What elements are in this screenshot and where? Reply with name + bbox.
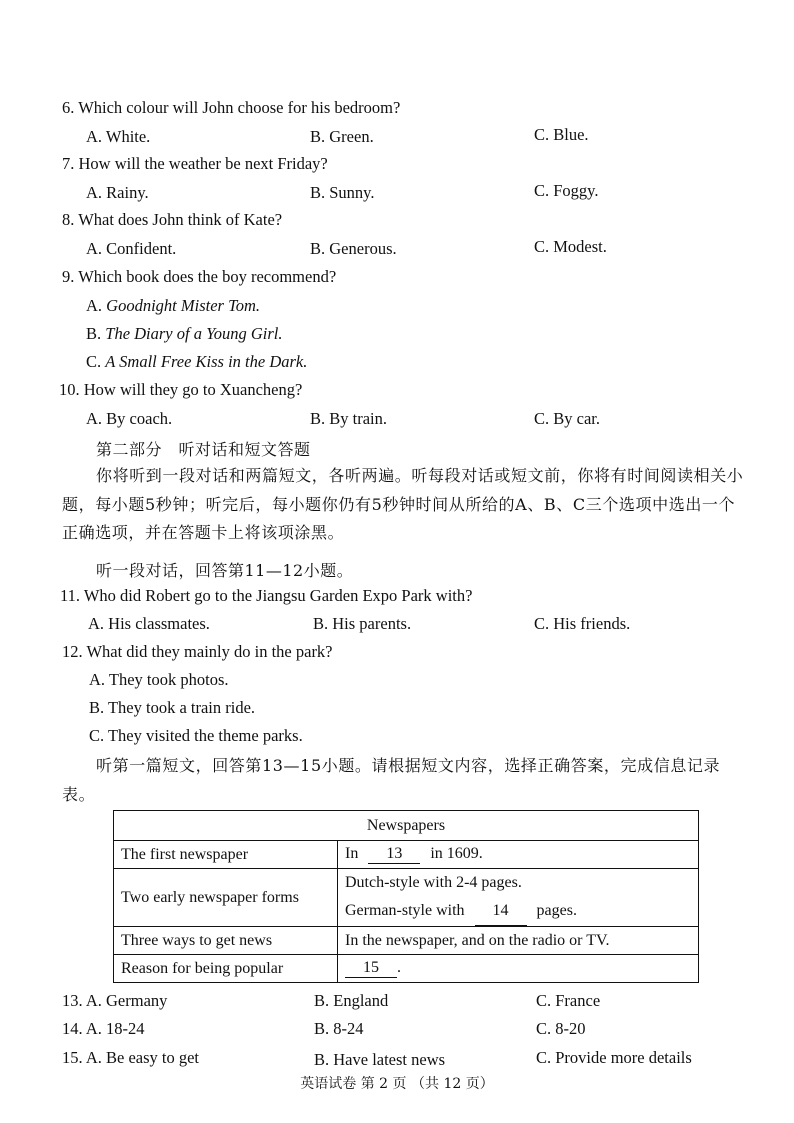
question-11: 11. Who did Robert go to the Jiangsu Garden Expo Park with?	[60, 586, 473, 605]
option-7c: C. Foggy.	[534, 181, 599, 200]
question-7: 7. How will the weather be next Friday?	[62, 154, 328, 173]
option-12a: A. They took photos.	[89, 670, 229, 689]
blank-13: 13	[368, 845, 420, 864]
page-footer: 英语试卷 第 2 页 （共 12 页）	[300, 1076, 494, 1092]
option-15c: C. Provide more details	[536, 1048, 692, 1067]
row-value: In 13 in 1609.	[338, 841, 699, 869]
option-10c: C. By car.	[534, 409, 600, 428]
option-10b: B. By train.	[310, 409, 387, 428]
option-13c: C. France	[536, 991, 601, 1010]
option-8a: A. Confident.	[86, 239, 177, 258]
option-11c: C. His friends.	[534, 614, 631, 633]
option-13b: B. England	[314, 991, 389, 1010]
question-8: 8. What does John think of Kate?	[62, 210, 283, 229]
option-6b: B. Green.	[310, 127, 374, 146]
blank-15: 15	[345, 959, 397, 978]
option-9a: A. Goodnight Mister Tom.	[86, 296, 261, 315]
option-11b: B. His parents.	[313, 614, 412, 633]
option-14c: C. 8-20	[536, 1019, 586, 1038]
question-14-a: 14. A. 18-24	[62, 1019, 145, 1038]
row-value: Dutch-style with 2-4 pages. German-style with 14 pages.	[338, 869, 699, 927]
option-12c: C. They visited the theme parks.	[89, 726, 303, 745]
option-6c: C. Blue.	[534, 125, 589, 144]
option-8c: C. Modest.	[534, 237, 607, 256]
row-value: 15 .	[338, 955, 699, 983]
option-15b: B. Have latest news	[314, 1050, 446, 1069]
question-15-a: 15. A. Be easy to get	[62, 1048, 200, 1067]
table-row	[114, 927, 699, 955]
part2-instructions: 你将听到一段对话和两篇短文，各听两遍。听每段对话或短文前，你将有时间阅读相关小题，每小题5秒钟；听完后，每小题你仍有5秒钟时间从所给的A、B、C三个选项中选出一个正确选项，并在答题卡上将该项涂黑。	[62, 466, 744, 542]
passage-intro: 听第一篇短文，回答第13—15小题。请根据短文内容，选择正确答案，完成信息记录表。	[62, 756, 721, 804]
option-9c: C. A Small Free Kiss in the Dark.	[86, 352, 308, 371]
table-title: Newspapers	[114, 811, 699, 841]
option-14b: B. 8-24	[314, 1019, 364, 1038]
option-10a: A. By coach.	[86, 409, 173, 428]
option-7a: A. Rainy.	[86, 183, 149, 202]
option-9b: B. The Diary of a Young Girl.	[86, 324, 283, 343]
table-row	[114, 955, 699, 983]
row-label: The first newspaper	[114, 841, 338, 869]
question-13-a: 13. A. Germany	[62, 991, 168, 1010]
option-7b: B. Sunny.	[310, 183, 375, 202]
question-10: 10. How will they go to Xuancheng?	[59, 380, 303, 399]
option-8b: B. Generous.	[310, 239, 397, 258]
newspapers-table	[113, 810, 699, 983]
dialogue-intro: 听一段对话，回答第11—12小题。	[96, 561, 354, 580]
table-row	[114, 841, 699, 869]
row-label: Three ways to get news	[114, 927, 338, 955]
option-6a: A. White.	[86, 127, 151, 146]
question-12: 12. What did they mainly do in the park?	[62, 642, 333, 661]
row-label: Reason for being popular	[114, 955, 338, 983]
question-6: 6. Which colour will John choose for his bedroom?	[62, 98, 401, 117]
row-label: Two early newspaper forms	[114, 869, 338, 927]
option-11a: A. His classmates.	[88, 614, 210, 633]
part2-heading: 第二部分 听对话和短文答题	[96, 440, 311, 459]
blank-14: 14	[475, 897, 527, 926]
question-9: 9. Which book does the boy recommend?	[62, 267, 337, 286]
row-value: In the newspaper, and on the radio or TV.	[338, 927, 699, 955]
option-12b: B. They took a train ride.	[89, 698, 256, 717]
table-row	[114, 869, 699, 927]
